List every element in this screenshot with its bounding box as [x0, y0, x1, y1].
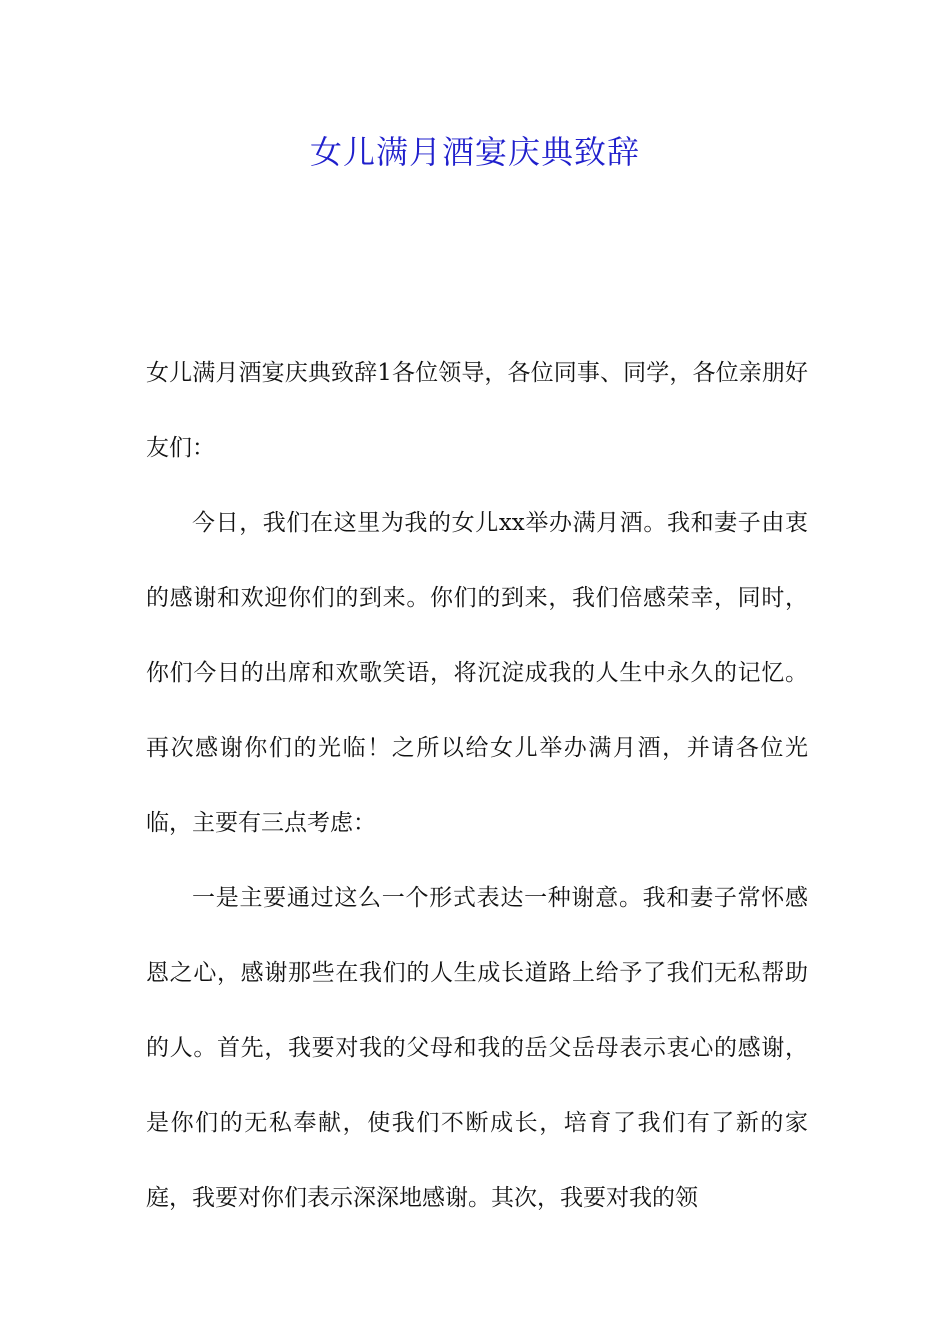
paragraph-gratitude: 一是主要通过这么一个形式表达一种谢意。我和妻子常怀感恩之心，感谢那些在我们的人生成长道路上给予了我们无私帮助的人。首先，我要对我的父母和我的岳父岳母表示衷心的感谢，是你们的无私奉献，使我们不断成长，培育了我们有了新的家庭，我要对你们表示深深地感谢。其次，我要对我的领 [146, 885, 808, 1211]
document-body [146, 336, 808, 1236]
paragraph-greeting: 女儿满月酒宴庆典致辞1各位领导，各位同事、同学，各位亲朋好友们： [146, 360, 808, 461]
paragraph-welcome: 今日，我们在这里为我的女儿xx举办满月酒。我和妻子由衷的感谢和欢迎你们的到来。你们的到来，我们倍感荣幸，同时，你们今日的出席和欢歌笑语，将沉淀成我的人生中永久的记忆。再次感谢你们的光临！之所以给女儿举办满月酒，并请各位光临，主要有三点考虑： [146, 510, 808, 836]
document-title: 女儿满月酒宴庆典致辞 [309, 133, 640, 171]
